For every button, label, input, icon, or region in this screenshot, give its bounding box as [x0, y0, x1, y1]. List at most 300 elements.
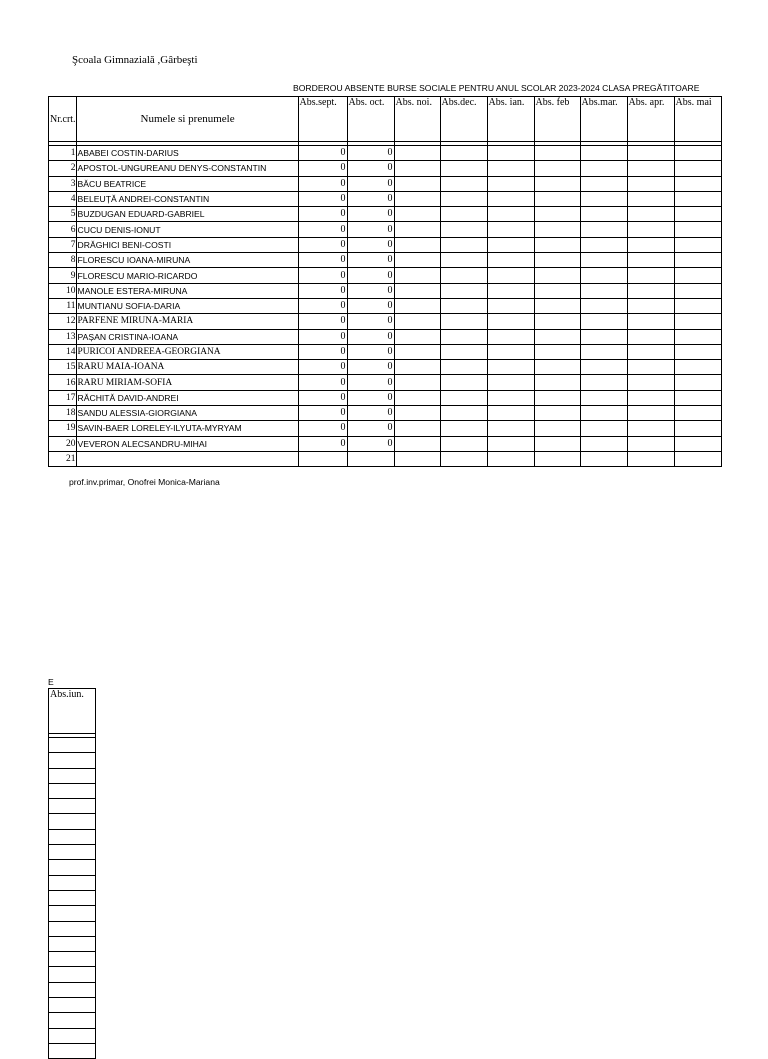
absence-cell — [487, 146, 534, 161]
absence-jun — [49, 783, 96, 798]
absence-cell — [580, 436, 627, 451]
absence-cell — [534, 161, 580, 176]
absence-cell — [627, 344, 674, 359]
absence-cell — [534, 390, 580, 405]
absence-sept: 0 — [298, 176, 347, 191]
absence-sept: 0 — [298, 237, 347, 252]
absence-cell — [394, 207, 440, 222]
teacher-signature: prof.inv.primar, Onofrei Monica-Mariana — [69, 477, 220, 487]
student-name: APOSTOL-UNGUREANU DENYS-CONSTANTIN — [76, 161, 298, 176]
month-header: Abs.mar. — [580, 97, 627, 142]
month-header: Abs. noi. — [394, 97, 440, 142]
absence-cell — [580, 314, 627, 329]
absence-oct: 0 — [347, 298, 394, 313]
absence-jun — [49, 738, 96, 753]
absence-cell — [534, 314, 580, 329]
absence-cell — [487, 329, 534, 344]
absence-cell — [487, 344, 534, 359]
absence-oct: 0 — [347, 329, 394, 344]
absence-cell — [440, 253, 487, 268]
absence-cell — [440, 451, 487, 466]
student-name: VEVERON ALECSANDRU-MIHAI — [76, 436, 298, 451]
absence-cell — [440, 421, 487, 436]
row-number: 3 — [49, 176, 77, 191]
absence-cell — [580, 222, 627, 237]
absence-sept: 0 — [298, 268, 347, 283]
table-row — [49, 146, 722, 161]
absence-jun — [49, 890, 96, 905]
row-number: 13 — [49, 329, 77, 344]
absence-jun — [49, 982, 96, 997]
table-row — [49, 207, 722, 222]
absence-cell — [534, 436, 580, 451]
absence-cell — [580, 421, 627, 436]
row-number: 20 — [49, 436, 77, 451]
table-row — [49, 814, 96, 829]
absence-cell — [580, 253, 627, 268]
table-row — [49, 268, 722, 283]
absence-cell — [580, 375, 627, 390]
table-row — [49, 314, 722, 329]
absence-cell — [580, 268, 627, 283]
absence-jun — [49, 952, 96, 967]
absence-cell — [487, 176, 534, 191]
absence-cell — [580, 329, 627, 344]
absence-cell — [440, 176, 487, 191]
absence-cell — [487, 161, 534, 176]
absence-sept: 0 — [298, 298, 347, 313]
table-row — [49, 921, 96, 936]
row-number: 5 — [49, 207, 77, 222]
absence-cell — [580, 298, 627, 313]
absence-cell — [440, 207, 487, 222]
absence-cell — [534, 421, 580, 436]
absence-sept: 0 — [298, 390, 347, 405]
absence-cell — [534, 191, 580, 206]
absence-cell — [440, 375, 487, 390]
absence-oct — [347, 451, 394, 466]
absence-cell — [580, 390, 627, 405]
table-row — [49, 753, 96, 768]
table-row — [49, 768, 96, 783]
student-name: RĂCHITĂ DAVID-ANDREI — [76, 390, 298, 405]
absence-cell — [627, 421, 674, 436]
absence-cell — [627, 222, 674, 237]
absence-cell — [487, 283, 534, 298]
absence-cell — [674, 314, 721, 329]
absence-jun — [49, 875, 96, 890]
absence-cell — [674, 360, 721, 375]
absence-cell — [440, 191, 487, 206]
absence-sept: 0 — [298, 375, 347, 390]
row-number: 18 — [49, 406, 77, 421]
absence-oct: 0 — [347, 146, 394, 161]
absence-sept: 0 — [298, 314, 347, 329]
absence-cell — [674, 451, 721, 466]
table-row — [49, 829, 96, 844]
row-number: 4 — [49, 191, 77, 206]
absence-cell — [440, 268, 487, 283]
table-row — [49, 952, 96, 967]
absence-cell — [440, 390, 487, 405]
absence-cell — [394, 253, 440, 268]
absence-sept: 0 — [298, 360, 347, 375]
absence-cell — [580, 237, 627, 252]
row-number: 2 — [49, 161, 77, 176]
absence-cell — [674, 421, 721, 436]
row-number: 8 — [49, 253, 77, 268]
absence-cell — [580, 344, 627, 359]
absence-sept: 0 — [298, 222, 347, 237]
absence-cell — [534, 298, 580, 313]
absence-cell — [674, 436, 721, 451]
absence-cell — [627, 161, 674, 176]
absence-jun — [49, 906, 96, 921]
absence-cell — [627, 191, 674, 206]
student-name: CUCU DENIS-IONUT — [76, 222, 298, 237]
absence-oct: 0 — [347, 436, 394, 451]
absence-jun — [49, 1028, 96, 1043]
absence-cell — [627, 329, 674, 344]
absence-cell — [394, 237, 440, 252]
student-name: MUNTIANU SOFIA-DARIA — [76, 298, 298, 313]
absence-jun — [49, 799, 96, 814]
absence-cell — [674, 344, 721, 359]
absence-cell — [440, 237, 487, 252]
absence-cell — [394, 283, 440, 298]
absence-jun — [49, 768, 96, 783]
absence-cell — [487, 451, 534, 466]
table-row — [49, 875, 96, 890]
absence-cell — [394, 268, 440, 283]
absence-cell — [487, 390, 534, 405]
absence-sept: 0 — [298, 406, 347, 421]
absence-cell — [627, 298, 674, 313]
column-letter: E — [48, 677, 54, 687]
table-row — [49, 176, 722, 191]
absence-cell — [674, 222, 721, 237]
absence-cell — [394, 161, 440, 176]
absence-cell — [580, 451, 627, 466]
row-number: 6 — [49, 222, 77, 237]
absence-cell — [487, 436, 534, 451]
absence-cell — [627, 176, 674, 191]
row-number: 12 — [49, 314, 77, 329]
absence-jun — [49, 814, 96, 829]
absence-cell — [534, 344, 580, 359]
absence-cell — [534, 237, 580, 252]
absence-cell — [394, 406, 440, 421]
absence-cell — [627, 360, 674, 375]
student-name: BELEUȚĂ ANDREI-CONSTANTIN — [76, 191, 298, 206]
absence-cell — [534, 329, 580, 344]
absence-cell — [487, 421, 534, 436]
absence-cell — [627, 253, 674, 268]
absence-oct: 0 — [347, 390, 394, 405]
absence-cell — [487, 222, 534, 237]
absence-jun — [49, 845, 96, 860]
absence-cell — [440, 298, 487, 313]
absence-cell — [534, 207, 580, 222]
table-row — [49, 967, 96, 982]
absence-sept: 0 — [298, 253, 347, 268]
table-row — [49, 421, 722, 436]
student-name: RARU MAIA-IOANA — [76, 360, 298, 375]
absence-cell — [394, 375, 440, 390]
absence-jun — [49, 936, 96, 951]
student-name: FLORESCU MARIO-RICARDO — [76, 268, 298, 283]
absence-sept: 0 — [298, 146, 347, 161]
absence-cell — [627, 146, 674, 161]
absence-cell — [534, 360, 580, 375]
absence-cell — [487, 406, 534, 421]
absence-cell — [487, 375, 534, 390]
table-row — [49, 253, 722, 268]
absence-cell — [394, 329, 440, 344]
absence-cell — [394, 436, 440, 451]
absence-cell — [394, 344, 440, 359]
absence-sept: 0 — [298, 161, 347, 176]
document-heading: BORDEROU ABSENTE BURSE SOCIALE PENTRU ANUL SCOLAR 2023-2024 CLASA PREGĂTITOARE — [293, 83, 700, 93]
absence-cell — [674, 283, 721, 298]
absence-cell — [674, 146, 721, 161]
month-header: Abs. ian. — [487, 97, 534, 142]
school-name: Şcoala Gimnazială ,Gârbeşti — [72, 54, 198, 66]
absence-oct: 0 — [347, 406, 394, 421]
row-number: 21 — [49, 451, 77, 466]
month-header: Abs. feb — [534, 97, 580, 142]
absence-oct: 0 — [347, 222, 394, 237]
row-number: 11 — [49, 298, 77, 313]
absence-cell — [580, 360, 627, 375]
absence-cell — [440, 222, 487, 237]
absence-cell — [627, 390, 674, 405]
absence-cell — [394, 222, 440, 237]
absence-jun — [49, 860, 96, 875]
absence-cell — [394, 176, 440, 191]
table-row — [49, 936, 96, 951]
absence-cell — [627, 283, 674, 298]
student-name: SAVIN-BAER LORELEY-ILYUTA-MYRYAM — [76, 421, 298, 436]
absence-oct: 0 — [347, 176, 394, 191]
absence-cell — [440, 436, 487, 451]
absence-cell — [534, 146, 580, 161]
row-number: 15 — [49, 360, 77, 375]
student-name: PARFENE MIRUNA-MARIA — [76, 314, 298, 329]
student-name: MANOLE ESTERA-MIRUNA — [76, 283, 298, 298]
absence-cell — [534, 375, 580, 390]
student-name: RARU MIRIAM-SOFIA — [76, 375, 298, 390]
table-row — [49, 329, 722, 344]
absence-cell — [394, 314, 440, 329]
student-name: FLORESCU IOANA-MIRUNA — [76, 253, 298, 268]
absence-jun — [49, 753, 96, 768]
absence-cell — [394, 360, 440, 375]
absence-cell — [440, 344, 487, 359]
absence-cell — [534, 268, 580, 283]
june-column-table — [48, 688, 96, 1059]
absence-oct: 0 — [347, 268, 394, 283]
absence-cell — [580, 146, 627, 161]
absence-sept: 0 — [298, 207, 347, 222]
row-number: 16 — [49, 375, 77, 390]
absence-cell — [487, 237, 534, 252]
absence-cell — [487, 298, 534, 313]
absence-jun — [49, 998, 96, 1013]
absence-cell — [487, 253, 534, 268]
absence-sept: 0 — [298, 283, 347, 298]
table-row — [49, 906, 96, 921]
table-row — [49, 845, 96, 860]
absence-cell — [627, 268, 674, 283]
absence-cell — [487, 360, 534, 375]
table-row — [49, 783, 96, 798]
row-number: 19 — [49, 421, 77, 436]
absence-cell — [394, 451, 440, 466]
absence-cell — [394, 390, 440, 405]
table-row — [49, 237, 722, 252]
absence-oct: 0 — [347, 360, 394, 375]
absence-sept: 0 — [298, 344, 347, 359]
absence-sept: 0 — [298, 436, 347, 451]
absence-table — [48, 96, 722, 467]
absence-cell — [394, 421, 440, 436]
absence-jun — [49, 1013, 96, 1028]
absence-cell — [674, 406, 721, 421]
month-header: Abs. mai — [674, 97, 721, 142]
absence-cell — [440, 329, 487, 344]
row-number: 14 — [49, 344, 77, 359]
row-number: 1 — [49, 146, 77, 161]
absence-oct: 0 — [347, 191, 394, 206]
student-name: BUZDUGAN EDUARD-GABRIEL — [76, 207, 298, 222]
table-row — [49, 222, 722, 237]
absence-cell — [534, 283, 580, 298]
student-name: SANDU ALESSIA-GIORGIANA — [76, 406, 298, 421]
table-row — [49, 283, 722, 298]
absence-sept: 0 — [298, 191, 347, 206]
absence-oct: 0 — [347, 237, 394, 252]
table-row — [49, 436, 722, 451]
row-number: 7 — [49, 237, 77, 252]
absence-jun — [49, 1043, 96, 1058]
absence-cell — [674, 161, 721, 176]
absence-cell — [674, 375, 721, 390]
student-name: ABABEI COSTIN-DARIUS — [76, 146, 298, 161]
table-row — [49, 1013, 96, 1028]
table-row — [49, 1028, 96, 1043]
absence-cell — [394, 146, 440, 161]
absence-cell — [440, 360, 487, 375]
table-row — [49, 998, 96, 1013]
absence-oct: 0 — [347, 283, 394, 298]
student-name — [76, 451, 298, 466]
absence-cell — [440, 283, 487, 298]
absence-cell — [440, 146, 487, 161]
student-name: PAȘAN CRISTINA-IOANA — [76, 329, 298, 344]
absence-cell — [627, 406, 674, 421]
absence-sept — [298, 451, 347, 466]
absence-cell — [674, 268, 721, 283]
absence-oct: 0 — [347, 161, 394, 176]
table-row — [49, 375, 722, 390]
absence-cell — [627, 436, 674, 451]
table-row — [49, 161, 722, 176]
absence-cell — [487, 191, 534, 206]
absence-cell — [674, 390, 721, 405]
row-number: 10 — [49, 283, 77, 298]
absence-cell — [534, 253, 580, 268]
table-row — [49, 191, 722, 206]
table-header-row — [49, 97, 722, 142]
absence-cell — [580, 406, 627, 421]
absence-cell — [674, 191, 721, 206]
student-name: DRĂGHICI BENI-COSTI — [76, 237, 298, 252]
absence-cell — [580, 283, 627, 298]
absence-cell — [674, 329, 721, 344]
student-name: PURICOI ANDREEA-GEORGIANA — [76, 344, 298, 359]
month-header: Abs. oct. — [347, 97, 394, 142]
absence-jun — [49, 921, 96, 936]
table-row — [49, 860, 96, 875]
absence-cell — [674, 237, 721, 252]
absence-cell — [580, 176, 627, 191]
absence-cell — [440, 314, 487, 329]
absence-cell — [534, 222, 580, 237]
absence-sept: 0 — [298, 329, 347, 344]
absence-oct: 0 — [347, 421, 394, 436]
absence-cell — [534, 406, 580, 421]
absence-cell — [487, 314, 534, 329]
absence-oct: 0 — [347, 375, 394, 390]
student-name: BĂCU BEATRICE — [76, 176, 298, 191]
table-row — [49, 1043, 96, 1058]
table-row — [49, 390, 722, 405]
month-header: Abs.iun. — [49, 689, 96, 734]
absence-cell — [674, 298, 721, 313]
absence-oct: 0 — [347, 253, 394, 268]
table-row — [49, 298, 722, 313]
table-row — [49, 738, 96, 753]
absence-cell — [627, 237, 674, 252]
absence-cell — [580, 191, 627, 206]
table-row — [49, 451, 722, 466]
absence-jun — [49, 829, 96, 844]
absence-cell — [440, 406, 487, 421]
table-row — [49, 360, 722, 375]
name-header: Numele si prenumele — [76, 97, 298, 142]
absence-cell — [674, 176, 721, 191]
absence-cell — [674, 207, 721, 222]
absence-cell — [487, 207, 534, 222]
table-row — [49, 344, 722, 359]
absence-oct: 0 — [347, 207, 394, 222]
absence-jun — [49, 967, 96, 982]
row-number: 9 — [49, 268, 77, 283]
absence-cell — [394, 191, 440, 206]
absence-cell — [627, 451, 674, 466]
absence-cell — [440, 161, 487, 176]
absence-cell — [487, 268, 534, 283]
absence-sept: 0 — [298, 421, 347, 436]
absence-oct: 0 — [347, 344, 394, 359]
absence-cell — [674, 253, 721, 268]
absence-cell — [534, 176, 580, 191]
absence-cell — [580, 161, 627, 176]
month-header: Abs.dec. — [440, 97, 487, 142]
nr-header: Nr.crt. — [49, 97, 77, 142]
absence-oct: 0 — [347, 314, 394, 329]
